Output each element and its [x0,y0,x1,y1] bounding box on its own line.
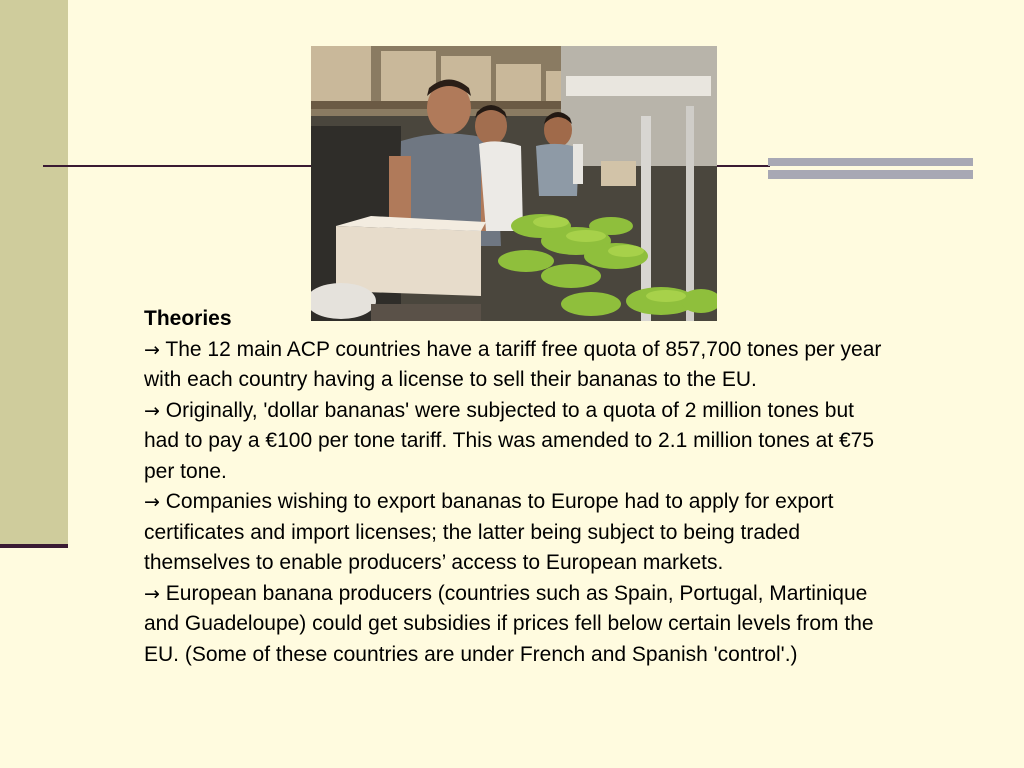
right-arrow-icon: → [144,491,160,513]
bullet-paragraph [144,396,894,488]
theories-text-block [144,304,894,670]
title-rule-right [716,165,770,167]
bullet-text: European banana producers (countries such as Spain, Portugal, Martinique and Guadeloupe) could get subsidies if prices fell below certain levels from the EU. (Some of these countries are under French and Spanish 'control'.) [144,581,874,666]
grey-bar-top [768,158,973,166]
banana-packing-photo [311,46,717,321]
bullet-text: The 12 main ACP countries have a tariff free quota of 857,700 tones per year with each country having a license to sell their bananas to the EU. [144,337,882,391]
left-band-rule [0,544,68,548]
section-heading: Theories [144,307,232,330]
bullet-paragraph [144,487,894,579]
bullet-text: Originally, 'dollar bananas' were subjected to a quota of 2 million tones but had to pay a €100 per tone tariff. This was amended to 2.1 million tones at €75 per tone. [144,398,875,483]
bullet-text: Companies wishing to export bananas to Europe had to apply for export certificates and import licenses; the latter being subject to being traded themselves to enable producers’ access to European markets. [144,490,834,574]
bullet-paragraph [144,335,894,396]
grey-bar-bottom [768,170,973,179]
title-rule-left [43,165,313,167]
bullet-paragraph [144,579,894,671]
right-arrow-icon: → [144,399,160,422]
decorative-grey-bars [768,158,973,179]
left-decorative-band [0,0,68,545]
right-arrow-icon: → [144,338,160,361]
right-arrow-icon: → [144,582,160,605]
